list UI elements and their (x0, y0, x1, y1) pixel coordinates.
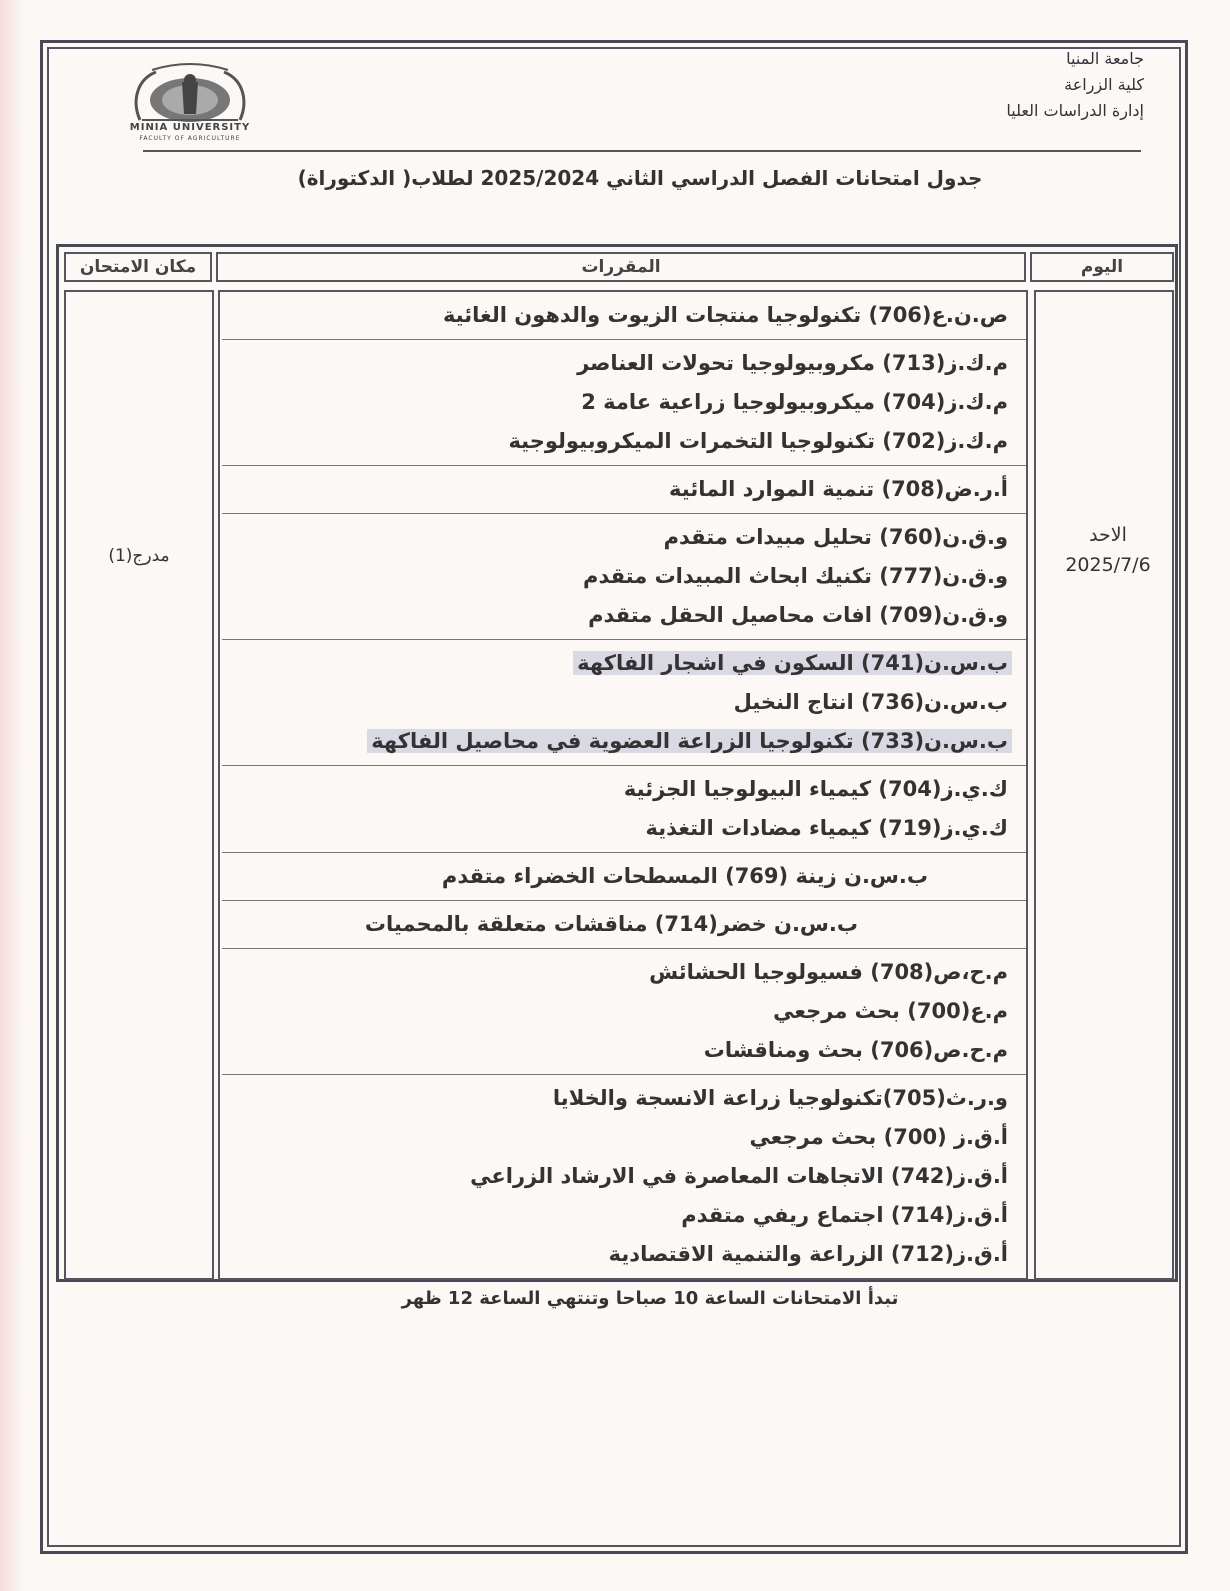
faculty-name: كلية الزراعة (1064, 75, 1144, 94)
header-place: مكان الامتحان (64, 252, 212, 282)
course-label: ص.ن.ع(706) تكنولوجيا منتجات الزيوت والدهون الغائية (442, 303, 1008, 327)
course-group (222, 340, 1026, 466)
course-group (222, 1075, 1026, 1279)
course-item (222, 1196, 1012, 1235)
course-label: م.ك.ز(713) مكروبيولوجيا تحولات العناصر (577, 351, 1008, 375)
course-label: م.ح.ص(706) بحث ومناقشات (703, 1038, 1008, 1062)
course-label: و.ق.ن(709) افات محاصيل الحقل متقدم (588, 603, 1008, 627)
course-label: م.ع(700) بحث مرجعي (773, 999, 1008, 1023)
course-label: ك.ي.ز(719) كيمياء مضادات التغذية (645, 816, 1008, 840)
course-item (222, 518, 1012, 557)
course-item (222, 905, 1012, 944)
logo-emblem-icon (122, 62, 258, 126)
place-column (64, 290, 214, 1280)
course-label: ب.س.ن(741) السكون في اشجار الفاكهة (573, 651, 1012, 675)
course-item (222, 422, 1012, 461)
logo-text: MINIA UNIVERSITY (129, 122, 251, 133)
course-item (222, 596, 1012, 635)
department-name: إدارة الدراسات العليا (1006, 101, 1144, 120)
exam-date: 2025/7/6 (1065, 554, 1151, 576)
course-label: أ.ق.ز(712) الزراعة والتنمية الاقتصادية (608, 1242, 1008, 1266)
day-column (1034, 290, 1174, 1280)
course-item (222, 1031, 1012, 1070)
course-item (222, 296, 1012, 335)
course-group (222, 514, 1026, 640)
course-label: م.ح،ص(708) فسيولوجيا الحشائش (649, 960, 1008, 984)
course-item (222, 857, 1012, 896)
exam-place: مدرج(1) (108, 546, 170, 566)
course-item (222, 1079, 1012, 1118)
course-label: أ.ق.ز(742) الاتجاهات المعاصرة في الارشاد الزراعي (470, 1164, 1008, 1188)
course-label: ب.س.ن خضر(714) مناقشات متعلقة بالمحميات (364, 912, 858, 936)
logo-subtext: FACULTY OF AGRICULTURE (139, 135, 241, 142)
course-label: و.ق.ن(760) تحليل مبيدات متقدم (663, 525, 1008, 549)
course-group (222, 292, 1026, 340)
course-group (222, 466, 1026, 514)
course-label: أ.ق.ز(714) اجتماع ريفي متقدم (681, 1203, 1008, 1227)
course-item (222, 383, 1012, 422)
course-label: م.ك.ز(702) تكنولوجيا التخمرات الميكروبيولوجية (508, 429, 1008, 453)
course-item (222, 344, 1012, 383)
course-group (222, 853, 1026, 901)
course-label: ب.س.ن(733) تكنولوجيا الزراعة العضوية في محاصيل الفاكهة (367, 729, 1012, 753)
course-label: و.ق.ن(777) تكنيك ابحاث المبيدات متقدم (583, 564, 1008, 588)
university-logo (104, 62, 276, 142)
course-item (222, 1157, 1012, 1196)
course-item (222, 470, 1012, 509)
course-item (222, 992, 1012, 1031)
page-title: جدول امتحانات الفصل الدراسي الثاني 2025/2024 لطلاب( الدكتوراة) (297, 166, 983, 190)
course-group (222, 640, 1026, 766)
course-group (222, 949, 1026, 1075)
course-item (222, 1118, 1012, 1157)
university-name: جامعة المنيا (1066, 49, 1144, 68)
course-group (222, 901, 1026, 949)
course-label: ك.ي.ز(704) كيمياء البيولوجيا الجزئية (623, 777, 1008, 801)
course-item (222, 1235, 1012, 1274)
institution-header (1006, 46, 1144, 124)
exam-day-cell (1038, 520, 1178, 580)
course-item (222, 557, 1012, 596)
header-day: اليوم (1030, 252, 1174, 282)
course-label: ب.س.ن(736) انتاج النخيل (733, 690, 1008, 714)
course-label: أ.ر.ض(708) تنمية الموارد المائية (669, 477, 1008, 501)
page-edge-shadow (0, 0, 24, 1591)
course-item (222, 770, 1012, 809)
course-item (222, 722, 1012, 761)
course-item (222, 809, 1012, 848)
header-divider (143, 150, 1141, 152)
course-item (222, 644, 1012, 683)
header-courses: المقررات (216, 252, 1026, 282)
course-item (222, 683, 1012, 722)
exam-time-note: تبدأ الامتحانات الساعة 10 صباحا وتنتهي الساعة 12 ظهر (401, 1288, 899, 1309)
day-name: الاحد (1089, 524, 1127, 546)
course-label: أ.ق.ز (700) بحث مرجعي (749, 1125, 1008, 1149)
course-group (222, 766, 1026, 853)
course-label: و.ر.ث(705)تكنولوجيا زراعة الانسجة والخلايا (552, 1086, 1008, 1110)
course-label: م.ك.ز(704) ميكروبيولوجيا زراعية عامة 2 (581, 390, 1008, 414)
course-groups (222, 292, 1026, 1278)
course-item (222, 953, 1012, 992)
course-label: ب.س.ن زينة (769) المسطحات الخضراء متقدم (441, 864, 928, 888)
